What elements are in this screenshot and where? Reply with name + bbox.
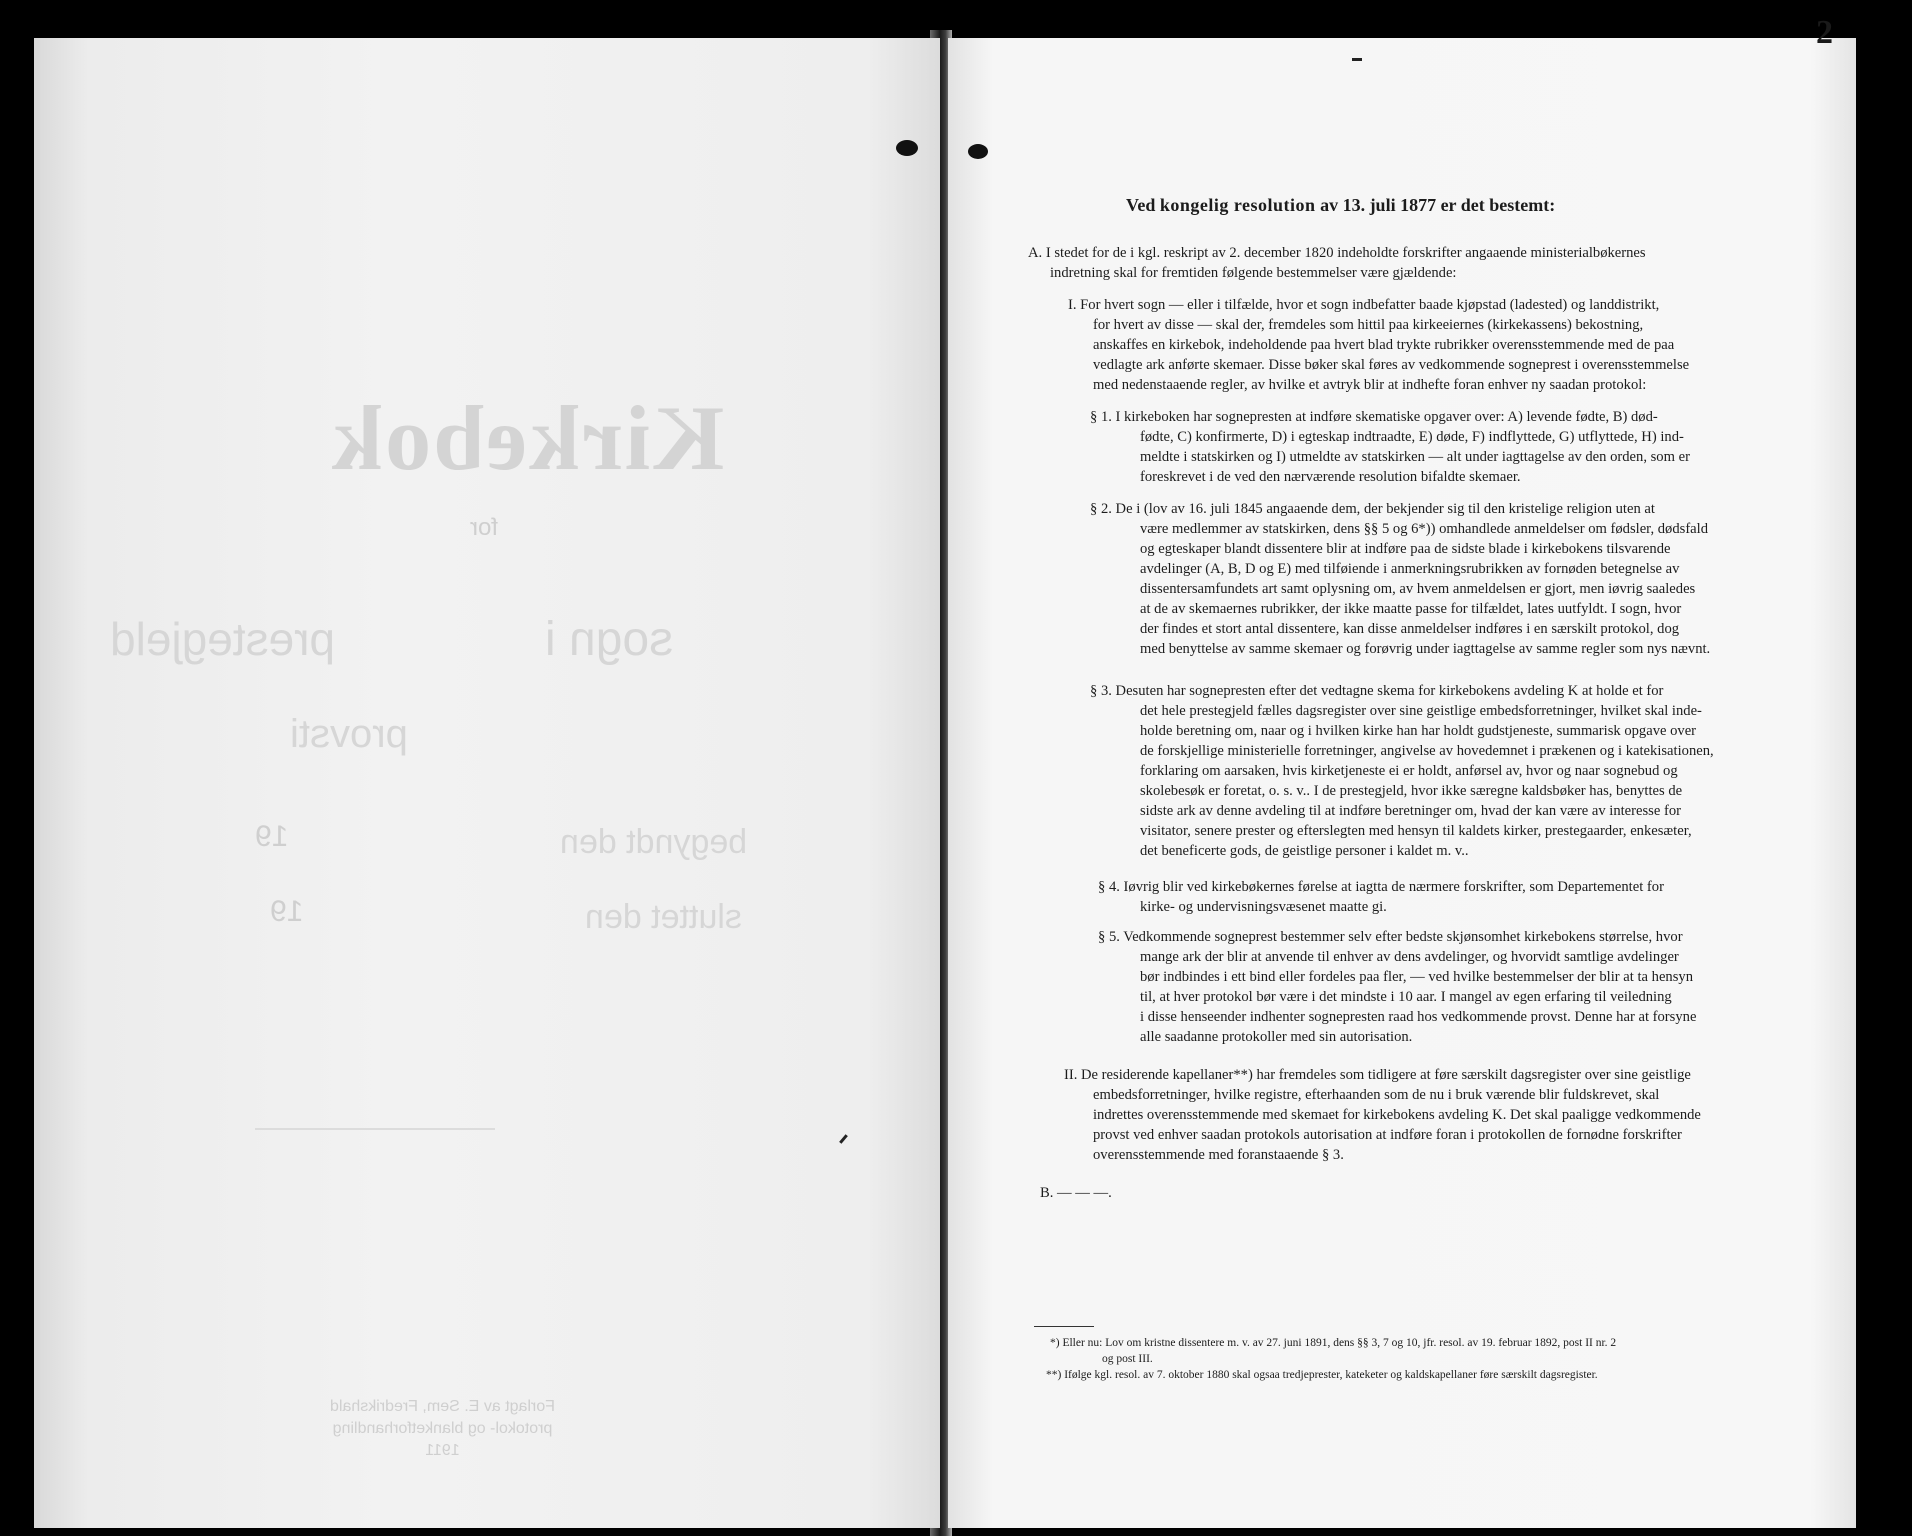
text-line: § 3. Desuten har sognepresten efter det vedtagne skema for kirkebokens avdeling K at holde et for	[1090, 683, 1664, 699]
text-line: med nedenstaaende regler, av hvilke et avtryk blir at indhefte foran enhver ny saadan protokol:	[1093, 377, 1647, 393]
text-line: § 2. De i (lov av 16. juli 1845 angaaende dem, der bekjender sig til den kristelige religion uten at	[1090, 501, 1655, 517]
ink-blot	[968, 144, 988, 159]
text-line: indretning skal for fremtiden følgende bestemmelser være gjældende:	[1050, 265, 1457, 281]
heading	[1126, 196, 1555, 214]
bleed-through-title: Kirkebok	[330, 387, 725, 489]
text-line: for hvert av disse — skal der, fremdeles som hittil paa kirkeeiernes (kirkekassens) bekostning,	[1093, 317, 1644, 333]
bleed-through-prestegjeld: prestegjeld	[110, 613, 336, 665]
text-line: og egteskaper blandt dissentere blir at indføre paa de sidste blade i kirkebokens tilsvarende	[1140, 541, 1671, 557]
text-line: kirke- og undervisningsvæsenet maatte gi.	[1140, 899, 1387, 915]
bleed-through-for: for	[470, 514, 499, 541]
bleed-through-year-ended: 19	[270, 895, 304, 928]
text-line: skolebesøk er foretat, o. s. v.. I de prestegjeld, hvor ikke særegne kaldsbøker has, benyttes de	[1140, 783, 1683, 799]
text-line: der findes et stort antal dissentere, kan disse anmeldelser indføres i en særskilt protokol, dog	[1140, 621, 1680, 637]
text-line: alle saadanne protokoller med sin autorisation.	[1140, 1029, 1413, 1045]
page-number: 2	[1816, 14, 1833, 51]
heading-bold: kongelig resolution	[1159, 195, 1316, 215]
text-line: sidste ark av denne avdeling til at indføre beretninger om, hvad der kan være av interesse for	[1140, 803, 1681, 819]
text-line: fødte, C) konfirmerte, D) i egteskap indtraadte, E) døde, F) indflyttede, G) utflyttede, H) ind-	[1140, 429, 1684, 445]
text-line: at de av skemaernes rubrikker, der ikke maatte passe for tilfældet, lates uutfyldt. I sogn, hvor	[1140, 601, 1682, 617]
footnote-line: og post III.	[1102, 1353, 1153, 1365]
footnote-line: **) Ifølge kgl. resol. av 7. oktober 1880 skal ogsaa tredjeprester, kateketer og kaldskapellaner føre særskilt dagsregister.	[1046, 1369, 1598, 1381]
heading-post: av 13. juli 1877 er det bestemt:	[1320, 195, 1556, 215]
text-line: holde beretning om, naar og i hvilken kirke han har holdt gudstjeneste, summarisk opgave over	[1140, 723, 1697, 739]
text-line: det beneficerte gods, de geistlige personer i kaldet m. v..	[1140, 843, 1469, 859]
text-line: med benyttelse av samme skemaer og forøvrig under iagttagelse av samme regler som nys nævnt.	[1140, 641, 1711, 657]
text-line: § 5. Vedkommende sogneprest bestemmer selv efter bedste skjønsomhet kirkebokens størrelse, hvor	[1098, 929, 1683, 945]
text-line: forklaring om aarsaken, hvis kirketjeneste ei er holdt, anførsel av, hvor og naar sognebud og	[1140, 763, 1678, 779]
text-line: til, at hver protokol bør være i det mindste i 10 aar. I mangel av egen erfaring til veiledning	[1140, 989, 1672, 1005]
text-line: vedlagte ark anførte skemaer. Disse bøker skal føres av vedkommende sogneprest i overensstemmelse	[1093, 357, 1690, 373]
text-line: foreskrevet i de ved den nærværende resolution bifaldte skemaer.	[1140, 469, 1521, 485]
left-page	[34, 38, 940, 1528]
ink-blot	[896, 140, 918, 156]
text-line: indrettes overensstemmende med skemaet for kirkebokens avdeling K. Det skal paaligge vedkommende	[1093, 1107, 1701, 1123]
text-line: I. For hvert sogn — eller i tilfælde, hvor et sogn indbefatter baade kjøpstad (ladested) og landdistrikt,	[1068, 297, 1660, 313]
text-line: § 4. Iøvrig blir ved kirkebøkernes førelse at iagtta de nærmere forskrifter, som Departementet for	[1098, 879, 1664, 895]
text-line: det hele prestegjeld fælles dagsregister over sine geistlige embedsforretninger, hvilket skal inde-	[1140, 703, 1702, 719]
text-line: mange ark der blir at anvende til enhver av dens avdelinger, og hvorvidt samtlige avdelinger	[1140, 949, 1679, 965]
bleed-through-year-begun: 19	[255, 820, 289, 853]
footnote-rule	[1034, 1326, 1094, 1327]
text-line: embedsforretninger, hvilke registre, efterhaanden som de nu i bruk værende blir fuldskrevet, skal	[1093, 1087, 1660, 1103]
text-line: bør indbindes i ett bind eller fordeles paa fler, — ved hvilke bestemmelser der blir at ta hensyn	[1140, 969, 1693, 985]
text-line: A. I stedet for de i kgl. reskript av 2. december 1820 indeholdte forskrifter angaaende ministerialbøkernes	[1028, 245, 1646, 261]
bleed-through-rule	[255, 1128, 495, 1130]
bleed-through-sogn: sogn i	[545, 613, 674, 666]
ink-mark	[1352, 58, 1362, 61]
text-line: anskaffes en kirkebok, indeholdende paa hvert blad trykte rubrikker overensstemmende med de paa	[1093, 337, 1675, 353]
text-line: B. — — —.	[1040, 1185, 1112, 1201]
text-line: avdelinger (A, B, D og E) med tilføiende i anmerkningsrubrikken av fornøden betegnelse av	[1140, 561, 1680, 577]
text-line: overensstemmende med foranstaaende § 3.	[1093, 1147, 1344, 1163]
bleed-through-provsti: provsti	[290, 712, 408, 756]
text-line: være medlemmer av statskirken, dens §§ 5 og 6*)) omhandlede anmeldelser om fødsler, dødsfald	[1140, 521, 1709, 537]
imprint-line: Forlagt av E. Sem, Fredrikshald	[330, 1398, 555, 1415]
bleed-through-sluttet: sluttet den	[585, 898, 742, 936]
bleed-through-imprint	[330, 1396, 555, 1462]
text-line: § 1. I kirkeboken har sognepresten at indføre skematiske opgaver over: A) levende fødte, B) død-	[1090, 409, 1658, 425]
text-line: dissentersamfundets art samt oplysning om, av hvem anmeldelsen er gjort, men iøvrig saaledes	[1140, 581, 1696, 597]
text-line: meldte i statskirken og I) utmeldte av statskirken — alt under iagttagelse av den orden, som er	[1140, 449, 1690, 465]
imprint-line: 1911	[425, 1442, 460, 1459]
text-line: visitator, senere prester og efterslegten med hensyn til kaldets kirker, prestegaarder, enkesæter,	[1140, 823, 1692, 839]
text-line: i disse henseender indhenter sognepresten raad hos vedkommende provst. Denne har at forsyne	[1140, 1009, 1697, 1025]
footnote-line: *) Eller nu: Lov om kristne dissentere m. v. av 27. juni 1891, dens §§ 3, 7 og 10, jfr. resol. av 19. februar 1892, post II nr. 2	[1050, 1337, 1617, 1349]
bleed-through-begyndt: begyndt den	[560, 823, 748, 861]
text-line: provst ved enhver saadan protokols autorisation at indføre foran i protokollen de fornødne forskrifter	[1093, 1127, 1682, 1143]
text-line: II. De residerende kapellaner**) har fremdeles som tidligere at føre særskilt dagsregister over sine geistlige	[1064, 1067, 1691, 1083]
heading-pre: Ved	[1126, 195, 1156, 215]
imprint-line: protokol- og blanketforhandling	[332, 1420, 553, 1437]
text-line: de forskjellige ministerielle forretninger, angivelse av hovedemnet i prækenen og i katekisationen,	[1140, 743, 1714, 759]
